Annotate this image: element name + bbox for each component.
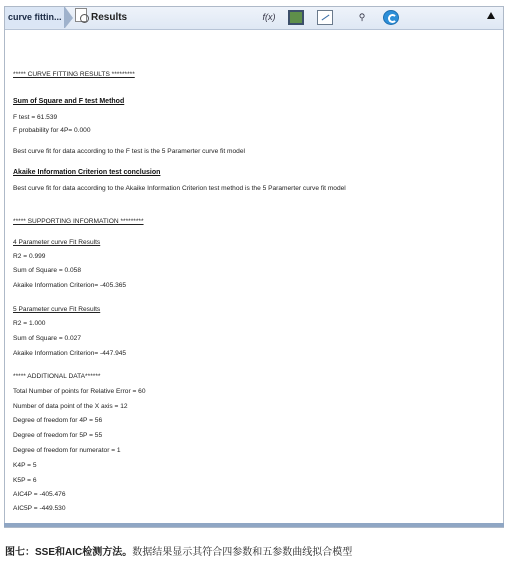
- caption-bold: 图七：SSE和AIC检测方法。: [5, 547, 133, 558]
- results-window: [4, 6, 504, 528]
- p4-aic-value: Akaike Information Criterion= -405.365: [13, 282, 127, 289]
- aic4p-value: AIC4P = -405.476: [13, 491, 66, 498]
- k4p-value: K4P = 5: [13, 462, 37, 469]
- dof-numerator-value: Degree of freedom for numerator = 1: [13, 447, 121, 454]
- heading-supporting-information: ***** SUPPORTING INFORMATION *********: [13, 218, 144, 225]
- tab-curve-fitting[interactable]: curve fittin...: [5, 7, 65, 28]
- zoom-icon[interactable]: ⚲: [358, 12, 366, 22]
- window-bottom-border: [4, 523, 504, 527]
- dof-5p-value: Degree of freedom for 5P = 55: [13, 432, 103, 439]
- heading-additional-data: ***** ADDITIONAL DATA******: [13, 373, 101, 380]
- section-f-title: Sum of Square and F test Method: [13, 98, 125, 105]
- p5-aic-value: Akaike Information Criterion= -447.945: [13, 350, 127, 357]
- best-fit-aic-statement: Best curve fit for data according to the Akaike Information Criterion test method is the 5 Paramerter curve fit model: [13, 185, 346, 192]
- f-probability-value: F probability for 4P= 0.000: [13, 127, 91, 134]
- total-points-value: Total Number of points for Relative Error = 60: [13, 388, 146, 395]
- results-doc-icon: [75, 8, 87, 22]
- dof-4p-value: Degree of freedom for 4P = 56: [13, 417, 103, 424]
- p4-results-title: 4 Parameter curve Fit Results: [13, 239, 101, 246]
- k5p-value: K5P = 6: [13, 477, 37, 484]
- tab-results[interactable]: [75, 7, 127, 28]
- p5-r2-value: R2 = 1.000: [13, 320, 46, 327]
- scroll-up-icon[interactable]: [487, 12, 495, 19]
- tab-bar: [5, 7, 503, 30]
- p4-sum-of-square: Sum of Square = 0.058: [13, 267, 81, 274]
- x-axis-points-value: Number of data point of the X axis = 12: [13, 403, 128, 410]
- figure-caption: [5, 543, 352, 558]
- section-aic-title: Akaike Information Criterion test conclusion: [13, 169, 161, 176]
- caption-text: 数据结果显示其符合四参数和五参数曲线拟合模型: [132, 547, 353, 558]
- p5-results-title: 5 Parameter curve Fit Results: [13, 306, 101, 313]
- tab-results-label: Results: [91, 12, 128, 23]
- tab-arrow-icon: [65, 7, 73, 28]
- p5-sum-of-square: Sum of Square = 0.027: [13, 335, 81, 342]
- best-fit-f-statement: Best curve fit for data according to the F test is the 5 Paramerter curve fit model: [13, 148, 245, 155]
- f-test-value: F test = 61.539: [13, 114, 58, 121]
- fx-plot-icon[interactable]: f(x): [262, 12, 276, 22]
- aic5p-value: AIC5P = -449.530: [13, 505, 66, 512]
- image-icon[interactable]: [288, 10, 304, 25]
- chart-edit-icon[interactable]: [317, 10, 333, 25]
- p4-r2-value: R2 = 0.999: [13, 253, 46, 260]
- refresh-icon[interactable]: [383, 10, 399, 25]
- heading-curve-fitting-results: ***** CURVE FITTING RESULTS *********: [13, 71, 135, 78]
